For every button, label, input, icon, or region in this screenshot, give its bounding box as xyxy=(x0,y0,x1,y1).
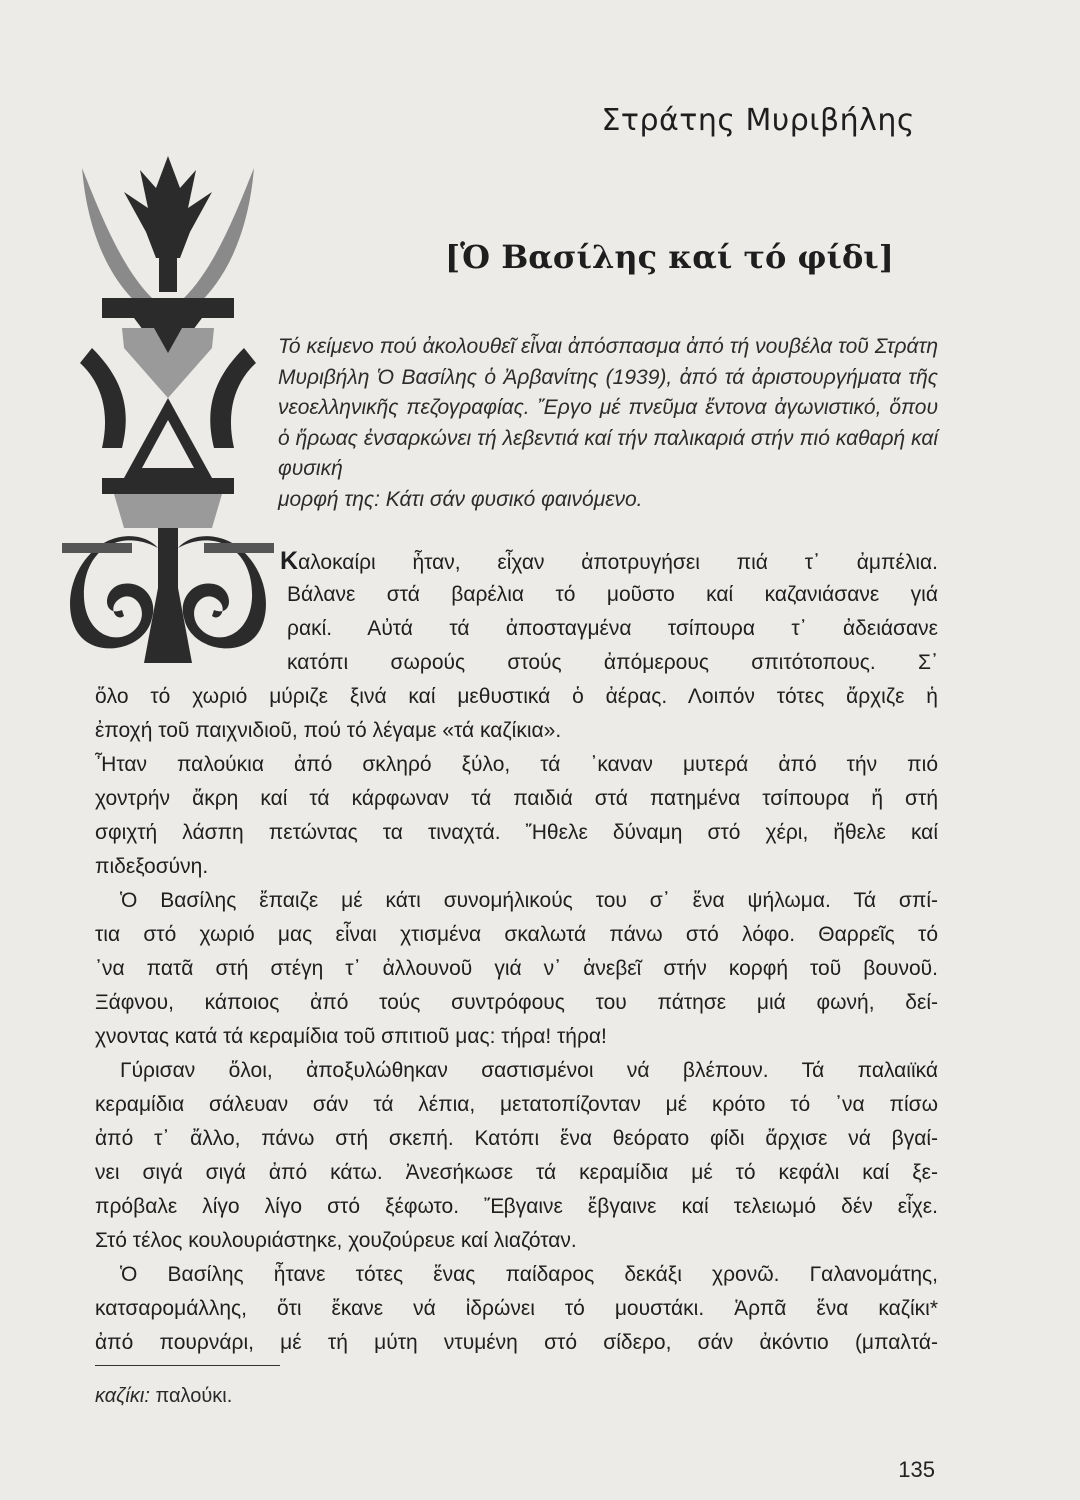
footnote xyxy=(95,1385,232,1408)
text-line: κεραμίδια σάλευαν σάν τά λέπια, μετατοπίζονταν μέ κρότο τό ᾿να πίσω xyxy=(95,1093,938,1116)
text-line: ἀπό πουρνάρι, μέ τή μύτη ντυμένη στό σίδερο, σάν ἀκόντιο (μπαλτά- xyxy=(95,1331,938,1354)
intro-paragraph xyxy=(278,332,938,515)
page-number: 135 xyxy=(898,1457,935,1482)
text-line: πιδεξοσύνη. xyxy=(95,855,209,878)
text-line: σφιχτή λάσπη πετώντας τα τιναχτά. Ἤθελε δύναμη στό χέρι, ἤθελε καί xyxy=(95,821,938,844)
text-line: Καλοκαίρι ἦταν, εἶχαν ἀποτρυγήσει πιά τ᾿ ἀμπέλια. xyxy=(280,547,938,575)
text-line: τια στό χωριό μας εἶναι χτισμένα σκαλωτά πάνω στό λόφο. Θαρρεῖς τό xyxy=(95,923,938,946)
text-line: νει σιγά σιγά ἀπό κάτω. Ἀνεσήκωσε τά κεραμίδια μέ τό κεφάλι καί ξε- xyxy=(95,1161,938,1184)
intro-line: λεβεντιά καί τήν παλικαριά στήν πιό καθαρή καί φυσική xyxy=(278,426,938,480)
footnote-term: καζίκι: xyxy=(95,1385,150,1407)
intro-line: μορφή της: Κάτι σάν φυσικό φαινόμενο. xyxy=(278,487,643,511)
text-line: χοντρήν ἄκρη καί τά κάρφωναν τά παιδιά στά πατημένα τσίπουρα ἤ στή xyxy=(95,787,938,810)
chapter-title: [Ὁ Βασίλης καί τό φίδι] xyxy=(445,238,894,276)
footnote-definition: παλούκι. xyxy=(155,1385,233,1407)
text-line: κατσαρομάλλης, ὅτι ἔκανε νά ἱδρώνει τό μουστάκι. Ἁρπᾶ ἕνα καζίκι* xyxy=(95,1297,938,1320)
text-line: ρακί. Αὐτά τά ἀποσταγμένα τσίπουρα τ᾿ ἀδειάσανε xyxy=(287,617,938,640)
author-name: Στράτης Μυριβήλης xyxy=(601,103,915,138)
text-line: ὅλο τό χωριό μύριζε ξινά καί μεθυστικά ὁ ἀέρας. Λοιπόν τότες ἄρχιζε ἡ xyxy=(95,685,938,708)
text-line: Ἦταν παλούκια ἀπό σκληρό ξύλο, τά ᾿καναν μυτερά ἀπό τήν πιό xyxy=(95,753,938,776)
text-line: Στό τέλος κουλουριάστηκε, χουζούρευε καί λιαζόταν. xyxy=(95,1229,577,1252)
text-line: πρόβαλε λίγο λίγο στό ξέφωτο. Ἔβγαινε ἔβγαινε καί τελειωμό δέν εἶχε. xyxy=(95,1195,938,1218)
intro-line: πνεῦμα ἔντονα ἀγωνιστικό, ὅπου ὁ ἥρωας ἐνσαρκώνει τή xyxy=(278,396,938,450)
text-line: Ὁ Βασίλης ἔπαιζε μέ κάτι συνομήλικούς του σ᾿ ἕνα ψήλωμα. Τά σπί- xyxy=(120,889,938,912)
text-line: χνοντας κατά τά κεραμίδια τοῦ σπιτιοῦ μας: τήρα! τήρα! xyxy=(95,1025,607,1048)
text-line: Γύρισαν ὅλοι, ἀποξυλώθηκαν σαστισμένοι νά βλέπουν. Τά παλαιϊκά xyxy=(120,1059,938,1082)
drop-cap: Κ xyxy=(280,547,299,575)
intro-line: τοῦ Στράτη Μυριβήλη Ὁ Βασίλης ὁ Ἀρβανίτης (1939), ἀπό xyxy=(278,335,938,389)
intro-line: Τό κείμενο πού ἀκολουθεῖ εἶναι ἀπόσπασμα ἀπό τή νουβέλα xyxy=(278,335,833,358)
decorative-ornament-icon xyxy=(62,148,274,668)
footnote-divider xyxy=(95,1365,280,1366)
text-line: Βάλανε στά βαρέλια τό μοῦστο καί καζανιάσανε γιά xyxy=(287,583,938,606)
text-line: ἀπό τ᾿ ἄλλο, πάνω στή σκεπή. Κατόπι ἕνα θεόρατο φίδι ἄρχισε νά βγαί- xyxy=(95,1127,938,1150)
text-line: κατόπι σωρούς στούς ἀπόμερους σπιτότοπους. Σ᾿ xyxy=(287,651,938,674)
text-line: Ὁ Βασίλης ἦτανε τότες ἕνας παίδαρος δεκάξι χρονῶ. Γαλανομάτης, xyxy=(120,1263,938,1286)
text-line: Ξάφνου, κάποιος ἀπό τούς συντρόφους του πάτησε μιά φωνή, δεί- xyxy=(95,991,938,1014)
intro-line: τά ἀριστουργήματα τῆς νεοελληνικῆς πεζογραφίας. Ἔργο μέ xyxy=(278,365,938,419)
text-line: ᾿να πατᾶ στή στέγη τ᾿ ἀλλουνοῦ γιά ν᾿ ἀνεβεῖ στήν κορφή τοῦ βουνοῦ. xyxy=(95,957,938,980)
text-line: ἐποχή τοῦ παιχνιδιοῦ, πού τό λέγαμε «τά καζίκια». xyxy=(95,719,562,742)
